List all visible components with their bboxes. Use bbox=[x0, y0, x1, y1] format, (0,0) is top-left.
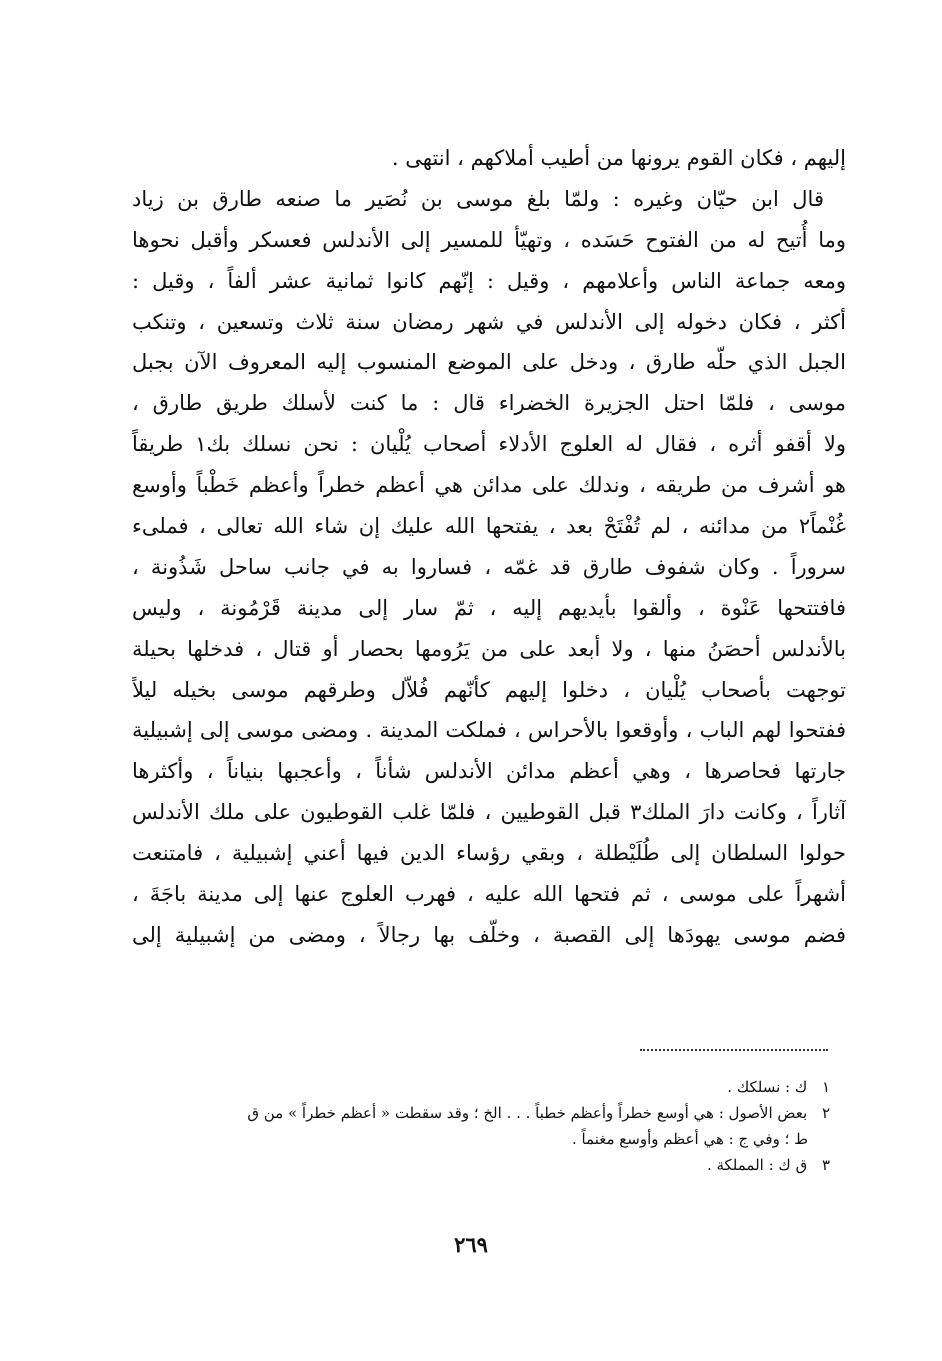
footnote-text: ك : نسلكك . bbox=[727, 1078, 808, 1096]
text-line: موسى ، فلمّا احتل الجزيرة الخضراء قال : ما كنت لأسلك طريق طارق ، bbox=[132, 391, 846, 416]
footnote-text: ق ك : المملكة . bbox=[706, 1156, 808, 1174]
text-line: أكثر ، فكان دخوله إلى الأندلس في شهر رمضان سنة ثلاث وتسعين ، وتنكب bbox=[132, 309, 846, 334]
footnote-number: ٢ bbox=[821, 1104, 830, 1122]
text-line: ومعه جماعة الناس وأعلامهم ، وقيل : إنّهم كانوا ثمانية عشر ألفاً ، وقيل : bbox=[132, 268, 846, 293]
text-line: جارتها فحاصرها ، وهي أعظم مدائن الأندلس شأناً ، وأعجبها بنياناً ، وأكثرها bbox=[132, 759, 846, 784]
footnote bbox=[140, 1100, 830, 1126]
text-line: قال ابن حيّان وغيره : ولمّا بلغ موسى بن نُصَير ما صنعه طارق بن زياد bbox=[132, 186, 824, 211]
text-line: غُنْماً٢ من مدائنه ، لم تُفْتَحْ بعد ، يفتحها الله عليك إن شاء الله تعالى ، فملىء bbox=[132, 514, 846, 539]
footnote-text: بعض الأصول : هي أوسع خطراً وأعظم خطباً . . . الخ ؛ وقد سقطت « أعظم خطراً » من ق bbox=[247, 1104, 808, 1122]
footnote-number: ١ bbox=[821, 1078, 830, 1096]
text-line: بالأندلس أحصَنُ منها ، ولا أبعد على من يَرُومها بحصار أو قتال ، فدخلها بحيلة bbox=[132, 636, 846, 661]
text-line: حولوا السلطان إلى طُلَيْطلة ، وبقي رؤساء الدين فيها أعني إشبيلية ، فامتنعت bbox=[132, 841, 846, 866]
text-line: ولا أقفو أثره ، فقال له العلوج الأدلاء أصحاب يُلْيان : نحن نسلك بك١ طريقاً bbox=[132, 432, 846, 457]
text-line: الجبل الذي حلّه طارق ، ودخل على الموضع المنسوب إليه المعروف الآن بجبل bbox=[132, 350, 846, 375]
footnote-continuation bbox=[140, 1126, 830, 1152]
text-line: وما أُتيح له من الفتوح حَسَده ، وتهيّأ للمسير إلى الأندلس فعسكر وأقبل نحوها bbox=[132, 227, 846, 252]
page-number: ٢٦٩ bbox=[454, 1232, 488, 1257]
footnote-divider bbox=[640, 1049, 828, 1051]
footnote bbox=[140, 1152, 830, 1178]
text-line: توجهت بأصحاب يُلْيان ، دخلوا إليهم كأنّهم فُلاّل وطرقهم موسى بخيله ليلاً bbox=[132, 677, 846, 702]
footnotes-block bbox=[140, 1074, 830, 1178]
text-line: آثاراً ، وكانت دارَ الملك٣ قبل القوطيين ، فلمّا غلب القوطيون على ملك الأندلس bbox=[132, 800, 846, 825]
text-line: فضم موسى يهودَها إلى القصبة ، وخلّف بها رجالاً ، ومضى من إشبيلية إلى bbox=[132, 922, 846, 947]
footnote-number: ٣ bbox=[821, 1156, 830, 1174]
text-line: فافتتحها عَنْوة ، وألقوا بأيديهم إليه ، ثمّ سار إلى مدينة قَرْمُونة ، وليس bbox=[132, 595, 846, 620]
footnote bbox=[140, 1074, 830, 1100]
text-line: هو أشرف من طريقه ، وندلك على مدائن هي أعظم خطراً وأعظم خَطْباً وأوسع bbox=[132, 473, 846, 498]
text-line: إليهم ، فكان القوم يرونها من أطيب أملاكهم ، انتهى . bbox=[391, 146, 846, 170]
text-line: سروراً . وكان شفوف طارق قد غمّه ، فساروا به في جانب ساحل شَذُونة ، bbox=[132, 554, 846, 579]
footnote-text: ط ؛ وفي ج : هي أعظم وأوسع مغنماً . bbox=[571, 1130, 808, 1148]
text-line: أشهراً على موسى ، ثم فتحها الله عليه ، فهرب العلوج عنها إلى مدينة باجَةَ ، bbox=[132, 882, 846, 907]
text-line: ففتحوا لهم الباب ، وأوقعوا بالأحراس ، فملكت المدينة . ومضى موسى إلى إشبيلية bbox=[132, 718, 846, 743]
main-text-block bbox=[132, 138, 846, 956]
